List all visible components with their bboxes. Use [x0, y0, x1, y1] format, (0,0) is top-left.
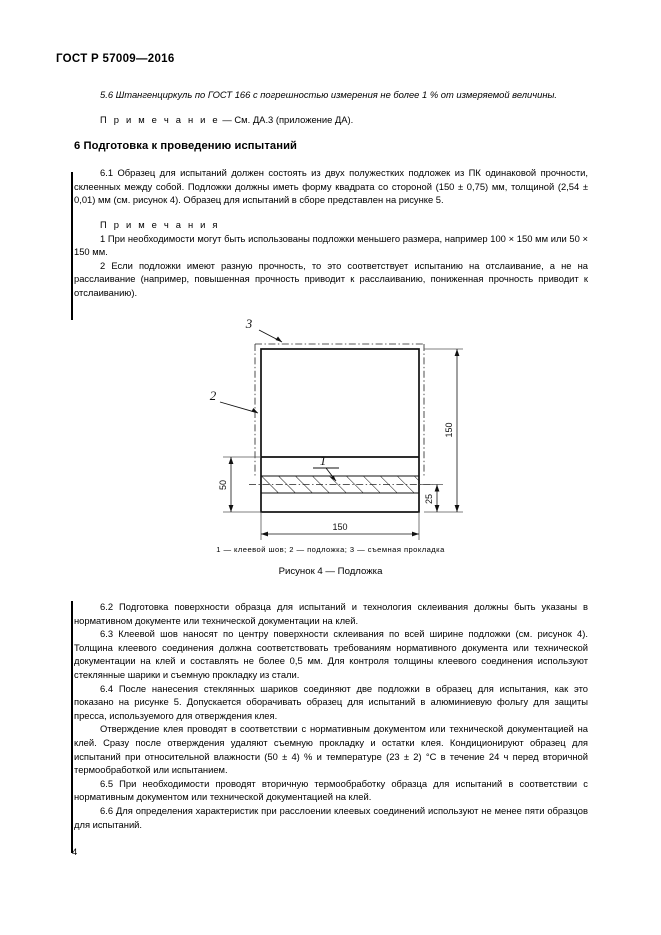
change-bar-upper [71, 172, 73, 320]
figure-4-caption: Рисунок 4 — Подложка [278, 566, 383, 577]
note-2: 2 Если подложки имеют разную прочность, то это соответствует испытанию на отслаивание, а не на расслаивание (например, повышенная прочность приводит к расслаиванию, пониженная прочность приводит к отслаиванию). [74, 259, 588, 298]
paragraph-6-4-continued: Отверждение клея проводят в соответствии с нормативным документом или технической документацией на клей. Сразу после отверждения удаляют съемную прокладку и остатки клея. Кондиционируют образец для испытаний при относительной влажности (50 ± 4) % и температуре (23 ± 2) °С в течение 24 ч перед вторичной термообработкой или испытанием. [74, 723, 588, 776]
note-1: 1 При необходимости могут быть использованы подложки меньшего размера, например 100 × 150 мм или 50 × 150 мм. [74, 232, 588, 258]
dimension-height-150-label: 150 [443, 422, 454, 438]
figure-4 [0, 318, 661, 577]
paragraph-6-1: 6.1 Образец для испытаний должен состоять из двух полужестких подложек из ПК одинаковой прочности, склеенных между собой. Подложки должны иметь форму квадрата со стороной (150 ± 0,75) мм, толщиной (2,54 ± 0,01) мм (см. рисунок 4). Образец для испытаний в сборе представлен на рисунке 5. [74, 167, 588, 206]
dimension-height-50-label: 50 [217, 479, 228, 491]
paragraph-6-6: 6.6 Для определения характеристик при расслоении клеевых соединений используют не менее пяти образцов для испытаний. [74, 804, 588, 830]
change-bar-lower [71, 601, 73, 853]
paragraph-6-3: 6.3 Клеевой шов наносят по центру поверхности склеивания по всей ширине подложки (см. рисунок 4). Толщина клеевого соединения должна соответствовать требованиям нормативного документа или технической документации на клей и составлять не более 0,5 мм. Для контроля толщины клеевого соединения используют стеклянные шарики и съемную прокладку из стали. [74, 628, 588, 680]
figure-4-drawing [171, 318, 491, 543]
note-text: — См. ДА.3 (приложение ДА). [219, 113, 354, 125]
document-header-standard-id: ГОСТ Р 57009—2016 [56, 53, 175, 65]
figure-4-legend: 1 — клеевой шов; 2 — подложка; 3 — съемная прокладка [216, 545, 445, 554]
callout-1-label: 1 [319, 453, 326, 468]
document-body-upper [74, 88, 588, 300]
callout-2 [209, 388, 257, 413]
removable-liner-outline [255, 344, 424, 478]
section-heading-6: 6 Подготовка к проведению испытаний [74, 140, 298, 153]
note-5-6 [74, 113, 588, 127]
dimension-width-150-label: 150 [331, 522, 348, 532]
page-number: 4 [72, 846, 78, 857]
note-label: П р и м е ч а н и е [100, 113, 220, 125]
callout-2-label: 2 [209, 388, 216, 403]
document-body-lower [74, 600, 588, 831]
paragraph-5-6: 5.6 Штангенциркуль по ГОСТ 166 с погрешностью измерения не более 1 % от измеряемой величины. [100, 89, 557, 100]
paragraph-6-2: 6.2 Подготовка поверхности образца для испытаний и технология склеивания должны быть указаны в нормативном документе или технической документации на клей. [74, 601, 588, 626]
paragraph-6-4: 6.4 После нанесения стеклянных шариков соединяют две подложки в образец для испытания, как это показано на рисунке 5. Допускается оборачивать образец для испытаний в алюминиевую фольгу для защиты пресса, используемого для отверждения клея. [74, 682, 588, 721]
paragraph-6-5: 6.5 При необходимости проводят вторичную термообработку образца для испытаний в соответствии с нормативным документом или технической документацией на клей. [74, 777, 588, 803]
callout-3 [244, 318, 281, 342]
dimension-height-25-label: 25 [423, 493, 434, 505]
notes-label: П р и м е ч а н и я [100, 218, 220, 230]
adhesive-band [249, 476, 433, 493]
callout-3-label: 3 [245, 318, 252, 331]
